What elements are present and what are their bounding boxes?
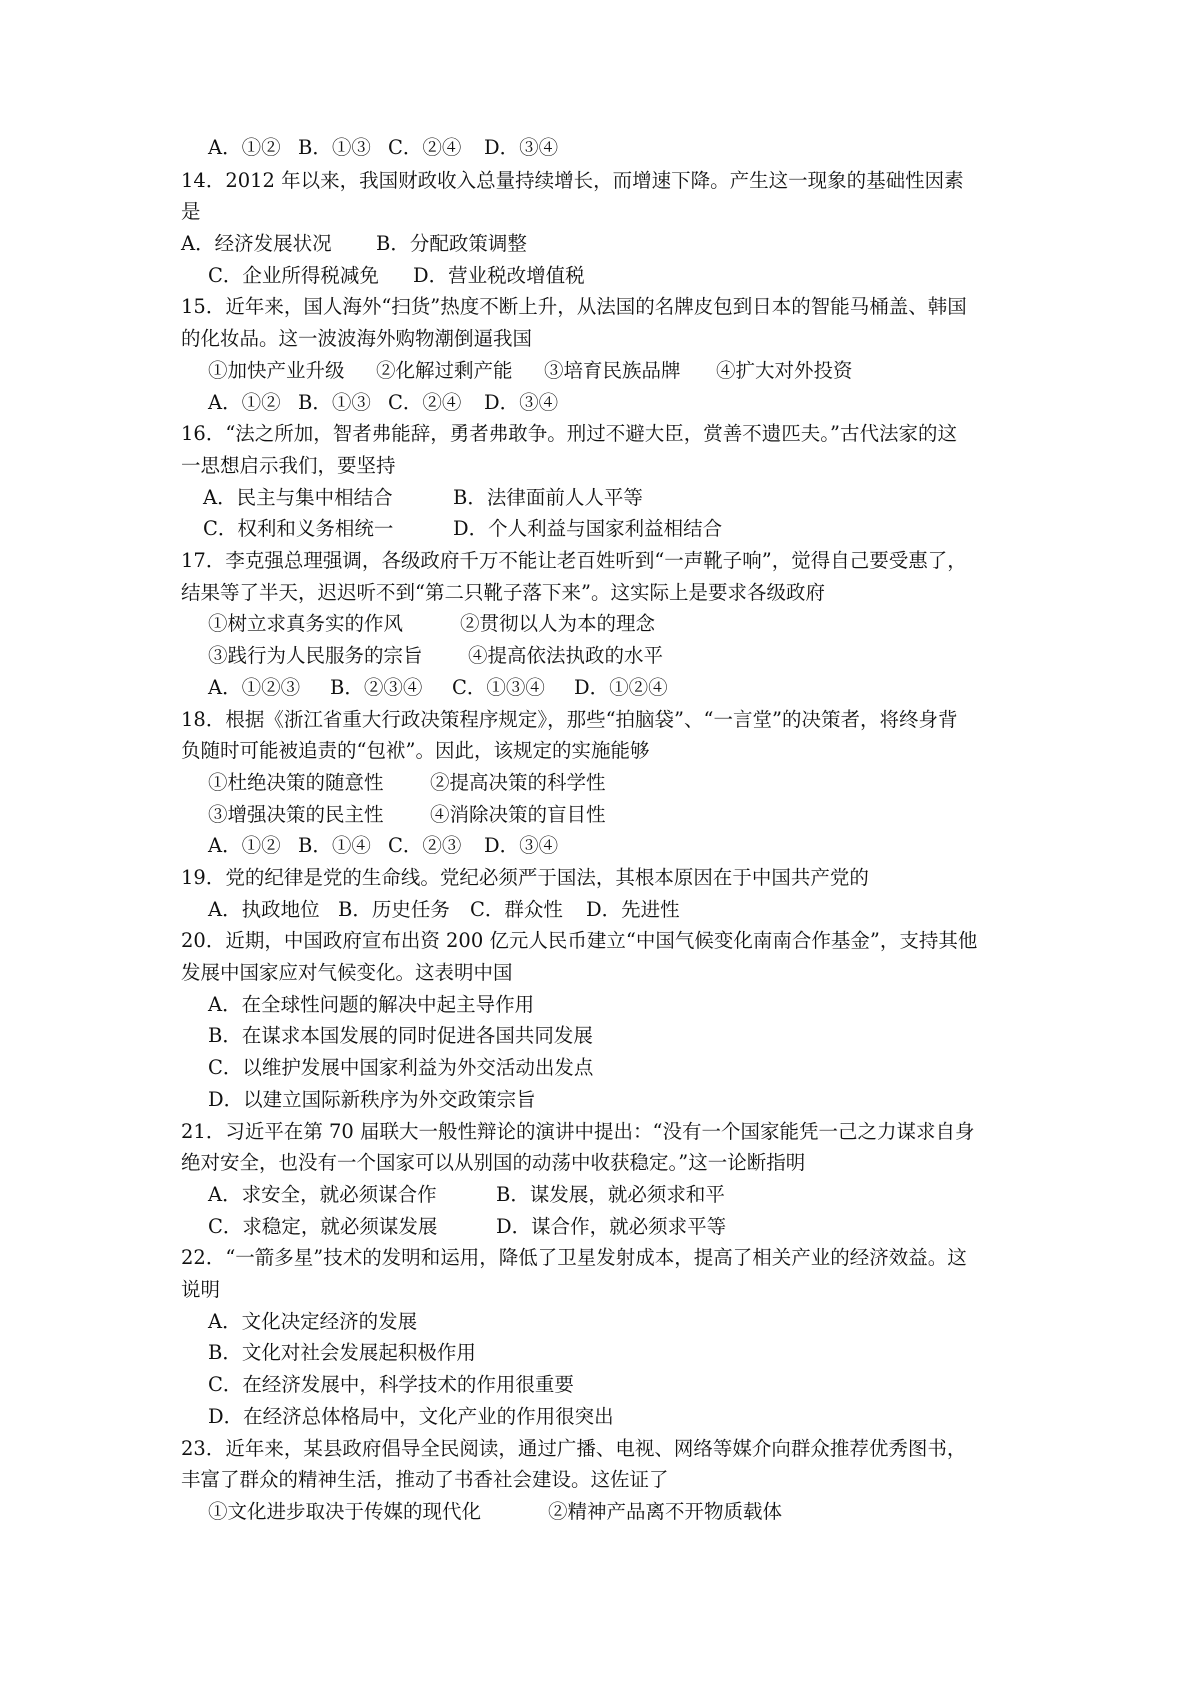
q18-item-1: ①杜绝决策的随意性 — [208, 771, 384, 794]
q18-stem-line1: 18．根据《浙江省重大行政决策程序规定》，那些“拍脑袋”、“一言堂”的决策者，将终身背 — [181, 708, 958, 731]
q23-items-row1 — [208, 1496, 782, 1528]
q14-choice-a: A．经济发展状况 — [181, 232, 332, 255]
q15-choice-c: C．②④ — [388, 391, 462, 414]
q16-choice-c: C．权利和义务相统一 — [203, 517, 394, 540]
q15-stem-line1: 15．近年来，国人海外“扫货”热度不断上升，从法国的名牌皮包到日本的智能马桶盖、韩国 — [181, 295, 967, 318]
q23-item-2: ②精神产品离不开物质载体 — [548, 1500, 783, 1523]
q20-choice-b: B．在谋求本国发展的同时促进各国共同发展 — [208, 1024, 593, 1047]
q20-choice-c: C．以维护发展中国家利益为外交活动出发点 — [208, 1056, 594, 1079]
q17-items-row2 — [208, 640, 663, 672]
q17-item-2: ②贯彻以人为本的理念 — [460, 612, 656, 635]
q21-choice-b: B．谋发展，就必须求和平 — [496, 1183, 725, 1206]
q15-item-3: ③培育民族品牌 — [544, 359, 681, 382]
q17-choice-a: A．①②③ — [208, 676, 301, 699]
q15-choice-a: A．①② — [208, 391, 281, 414]
q23-stem-line1: 23．近年来，某县政府倡导全民阅读，通过广播、电视、网络等媒介向群众推荐优秀图书， — [181, 1437, 967, 1460]
q17-item-4: ④提高依法执政的水平 — [468, 644, 664, 667]
q22-choice-d: D．在经济总体格局中，文化产业的作用很突出 — [208, 1405, 614, 1428]
q18-items-row2 — [208, 799, 606, 831]
q15-stem-line2: 的化妆品。这一波波海外购物潮倒逼我国 — [181, 327, 533, 350]
q15-choice-d: D．③④ — [484, 391, 559, 414]
q18-item-4: ④消除决策的盲目性 — [430, 803, 606, 826]
q18-choice-c: C．②③ — [388, 834, 462, 857]
q19-choice-a: A．执政地位 — [208, 898, 320, 921]
q22-choice-a: A．文化决定经济的发展 — [208, 1310, 418, 1333]
q18-items-row1 — [208, 767, 606, 799]
q14-stem-line2: 是 — [181, 200, 201, 223]
q13-choice-c: C．②④ — [388, 136, 462, 159]
q14-choices-row1 — [181, 228, 527, 260]
q20-stem-line1: 20．近期，中国政府宣布出资 200 亿元人民币建立“中国气候变化南南合作基金”，支持其他 — [181, 929, 978, 952]
q18-stem-line2: 负随时可能被追责的“包袱”。因此，该规定的实施能够 — [181, 739, 650, 762]
q14-choices-row2 — [208, 260, 585, 292]
q21-choice-d: D．谋合作，就必须求平等 — [496, 1215, 727, 1238]
q18-item-3: ③增强决策的民主性 — [208, 803, 384, 826]
q18-choice-a: A．①② — [208, 834, 281, 857]
q20-choice-d: D．以建立国际新秩序为外交政策宗旨 — [208, 1088, 536, 1111]
q19-choice-b: B．历史任务 — [338, 898, 450, 921]
q15-items — [208, 355, 853, 387]
q22-stem-line2: 说明 — [181, 1278, 221, 1301]
q13-choice-b: B．①③ — [298, 136, 371, 159]
q17-stem-line1: 17．李克强总理强调，各级政府千万不能让老百姓听到“一声靴子响”，觉得自己要受惠了， — [181, 549, 967, 572]
q13-choice-d: D．③④ — [484, 136, 559, 159]
q17-item-3: ③践行为人民服务的宗旨 — [208, 644, 423, 667]
q19-choice-c: C．群众性 — [470, 898, 563, 921]
q16-stem-line2: 一思想启示我们，要坚持 — [181, 454, 396, 477]
q16-choices-row2 — [203, 513, 722, 545]
q20-stem-line2: 发展中国家应对气候变化。这表明中国 — [181, 961, 513, 984]
q23-stem-line2: 丰富了群众的精神生活，推动了书香社会建设。这佐证了 — [181, 1468, 669, 1491]
q17-choice-c: C．①③④ — [452, 676, 545, 699]
q18-item-2: ②提高决策的科学性 — [430, 771, 606, 794]
q21-choice-c: C．求稳定，就必须谋发展 — [208, 1215, 438, 1238]
q17-choices — [208, 672, 668, 704]
q22-choice-c: C．在经济发展中，科学技术的作用很重要 — [208, 1373, 574, 1396]
q17-item-1: ①树立求真务实的作风 — [208, 612, 404, 635]
q20-choice-a: A．在全球性问题的解决中起主导作用 — [208, 993, 535, 1016]
q21-choices-row2 — [208, 1211, 726, 1243]
q14-stem-line1: 14．2012 年以来，我国财政收入总量持续增长，而增速下降。产生这一现象的基础性因素 — [181, 169, 964, 192]
q14-choice-c: C．企业所得税减免 — [208, 264, 379, 287]
q17-items-row1 — [208, 608, 655, 640]
q17-choice-d: D．①②④ — [574, 676, 668, 699]
q22-stem-line1: 22．“一箭多星”技术的发明和运用，降低了卫星发射成本，提高了相关产业的经济效益。这 — [181, 1246, 967, 1269]
q17-choice-b: B．②③④ — [330, 676, 423, 699]
q15-item-1: ①加快产业升级 — [208, 359, 345, 382]
q13-choices — [208, 132, 558, 164]
q15-choice-b: B．①③ — [298, 391, 371, 414]
q21-stem-line1: 21．习近平在第 70 届联大一般性辩论的演讲中提出：“没有一个国家能凭一己之力谋求自身 — [181, 1120, 975, 1143]
q18-choice-d: D．③④ — [484, 834, 559, 857]
q16-choice-d: D．个人利益与国家利益相结合 — [453, 517, 723, 540]
q16-choice-a: A．民主与集中相结合 — [203, 486, 393, 509]
q23-item-1: ①文化进步取决于传媒的现代化 — [208, 1500, 482, 1523]
q17-stem-line2: 结果等了半天，迟迟听不到“第二只靴子落下来”。这实际上是要求各级政府 — [181, 581, 825, 604]
q15-item-4: ④扩大对外投资 — [716, 359, 853, 382]
q16-choices-row1 — [203, 482, 643, 514]
q16-choice-b: B．法律面前人人平等 — [453, 486, 643, 509]
q14-choice-b: B．分配政策调整 — [376, 232, 527, 255]
q22-choice-b: B．文化对社会发展起积极作用 — [208, 1341, 476, 1364]
q16-stem-line1: 16．“法之所加，智者弗能辞，勇者弗敢争。刑过不避大臣，赏善不遗匹夫。”古代法家的这 — [181, 422, 958, 445]
q14-choice-d: D．营业税改增值税 — [413, 264, 585, 287]
q19-choices — [208, 894, 680, 926]
q21-stem-line2: 绝对安全，也没有一个国家可以从别国的动荡中收获稳定。”这一论断指明 — [181, 1151, 806, 1174]
q13-choice-a: A．①② — [208, 136, 281, 159]
q18-choices — [208, 830, 558, 862]
q19-choice-d: D．先进性 — [586, 898, 680, 921]
q21-choices-row1 — [208, 1179, 725, 1211]
q19-stem-line1: 19．党的纪律是党的生命线。党纪必须严于国法，其根本原因在于中国共产党的 — [181, 866, 869, 889]
q15-choices — [208, 387, 558, 419]
q18-choice-b: B．①④ — [298, 834, 371, 857]
q15-item-2: ②化解过剩产能 — [376, 359, 513, 382]
q21-choice-a: A．求安全，就必须谋合作 — [208, 1183, 437, 1206]
